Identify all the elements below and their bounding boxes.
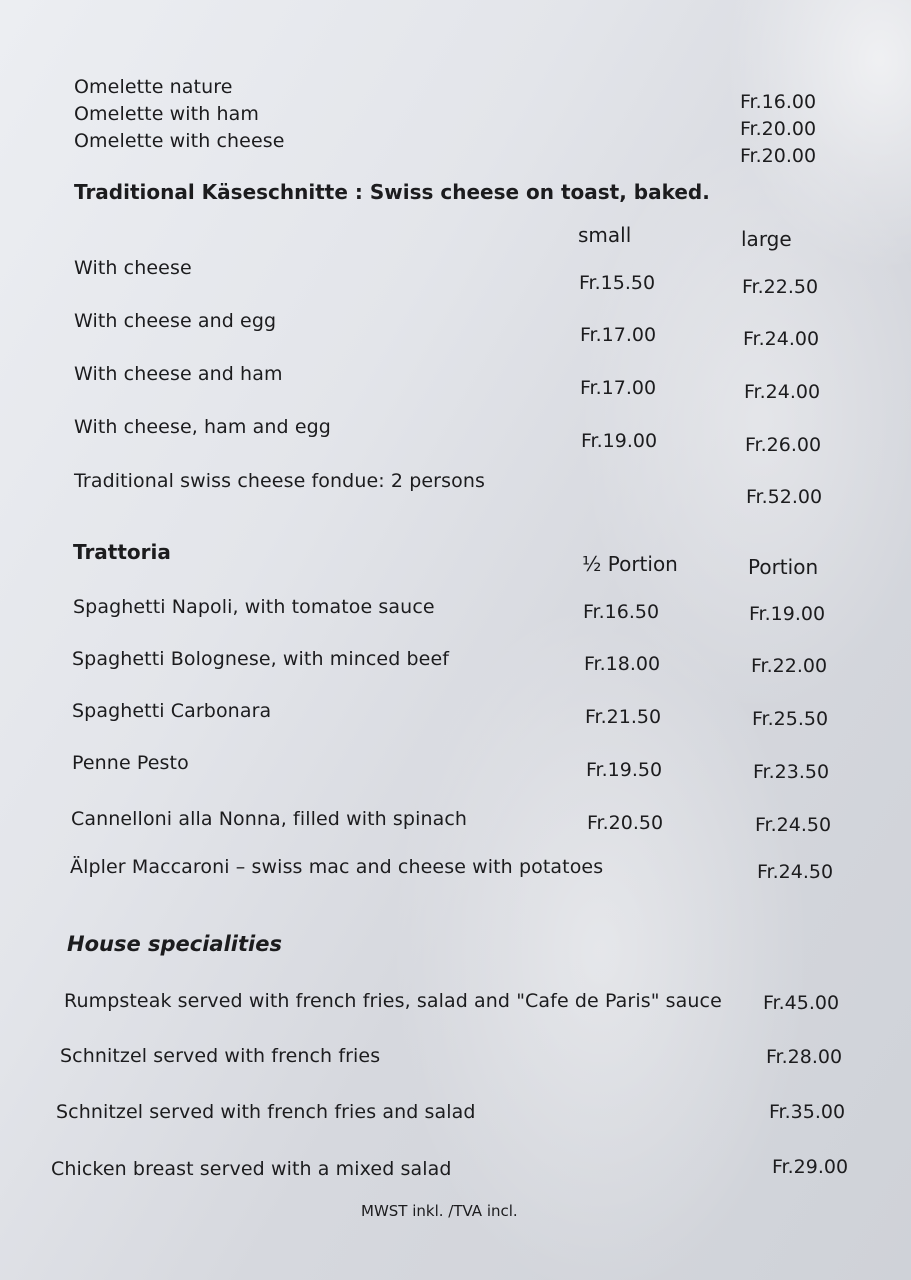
menu-item-name: Omelette with ham [74, 103, 259, 125]
menu-item-name: Rumpsteak served with french fries, salad and "Cafe de Paris" sauce [64, 990, 722, 1012]
menu-item-price: Fr.20.00 [740, 118, 817, 140]
menu-item-name: Omelette with cheese [74, 130, 285, 152]
menu-item-price-half: Fr.21.50 [585, 706, 662, 728]
menu-item-price-large: Fr.24.00 [744, 381, 821, 403]
menu-item-name: Spaghetti Bolognese, with minced beef [72, 648, 450, 670]
menu-item-name: With cheese and ham [74, 363, 283, 385]
menu-item-price-small: Fr.17.00 [580, 377, 657, 399]
menu-item-price-large: Fr.26.00 [745, 434, 822, 456]
column-header-large: large [741, 227, 792, 251]
menu-item-price: Fr.52.00 [746, 486, 823, 508]
section-heading: Traditional Käseschnitte : Swiss cheese on toast, baked. [74, 180, 710, 204]
menu-item-price-large: Fr.24.00 [743, 328, 820, 350]
menu-item-name: Schnitzel served with french fries and salad [56, 1101, 476, 1123]
menu-item-price: Fr.20.00 [740, 145, 817, 167]
menu-item-price: Fr.24.50 [757, 861, 834, 883]
section-heading: Trattoria [73, 540, 171, 564]
column-header-small: small [578, 223, 632, 247]
menu-item-price-small: Fr.15.50 [579, 272, 656, 294]
section-heading: House specialities [67, 932, 282, 956]
menu-item-name: Penne Pesto [72, 752, 189, 774]
menu-item-name: Älpler Maccaroni – swiss mac and cheese with potatoes [70, 856, 604, 878]
menu-item-price-large: Fr.22.50 [742, 276, 819, 298]
menu-item-name: Omelette nature [74, 76, 233, 98]
menu-item-price-full: Fr.25.50 [752, 708, 829, 730]
menu-item-name: With cheese and egg [74, 310, 277, 332]
menu-item-name: Chicken breast served with a mixed salad [51, 1158, 452, 1180]
menu-item-price-half: Fr.16.50 [583, 601, 660, 623]
menu-item-name: Cannelloni alla Nonna, filled with spinach [71, 808, 468, 830]
menu-item-price-half: Fr.20.50 [587, 812, 664, 834]
tax-note: MWST inkl. /TVA incl. [361, 1202, 518, 1220]
menu-item-name: Traditional swiss cheese fondue: 2 persons [74, 470, 485, 492]
menu-item-price-small: Fr.17.00 [580, 324, 657, 346]
menu-item-price: Fr.45.00 [763, 992, 840, 1014]
menu-item-price-full: Fr.24.50 [755, 814, 832, 836]
menu-item-name: With cheese [74, 257, 192, 279]
menu-item-name: Spaghetti Carbonara [72, 700, 272, 722]
menu-item-price-full: Fr.19.00 [749, 603, 826, 625]
menu-item-name: With cheese, ham and egg [74, 416, 331, 438]
menu-item-price-half: Fr.18.00 [584, 653, 661, 675]
menu-item-name: Schnitzel served with french fries [60, 1045, 381, 1067]
column-header-half-portion: ½ Portion [582, 552, 678, 576]
menu-item-price: Fr.29.00 [772, 1156, 849, 1178]
menu-item-price-full: Fr.23.50 [753, 761, 830, 783]
menu-item-price: Fr.28.00 [766, 1046, 843, 1068]
column-header-portion: Portion [748, 555, 819, 579]
menu-item-price: Fr.35.00 [769, 1101, 846, 1123]
menu-item-price-full: Fr.22.00 [751, 655, 828, 677]
menu-item-name: Spaghetti Napoli, with tomatoe sauce [73, 596, 435, 618]
menu-item-price-small: Fr.19.00 [581, 430, 658, 452]
menu-item-price: Fr.16.00 [740, 91, 817, 113]
menu-item-price-half: Fr.19.50 [586, 759, 663, 781]
